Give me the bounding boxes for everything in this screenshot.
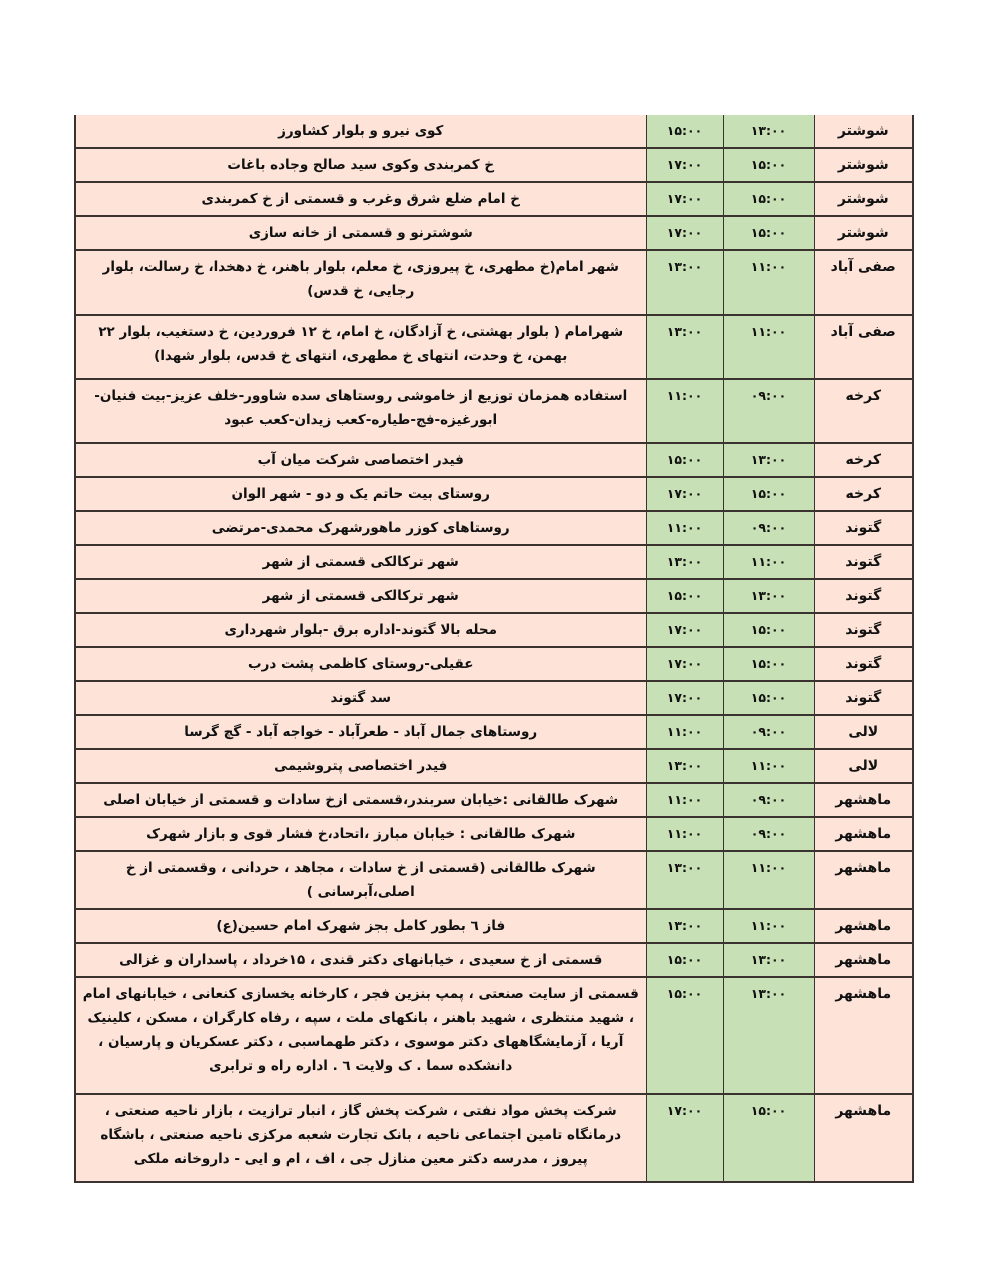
affected-area-cell [75, 511, 646, 545]
table-row [75, 477, 913, 511]
start-time-cell [723, 909, 814, 943]
city-cell [814, 1094, 913, 1182]
table-row [75, 613, 913, 647]
city-name: گتوند [845, 690, 882, 706]
end-time: ۱۳:۰۰ [666, 324, 703, 339]
end-time: ۱۱:۰۰ [666, 792, 703, 807]
city-name: کرخه [845, 452, 881, 468]
start-time-cell [723, 379, 814, 443]
end-time: ۱۷:۰۰ [666, 157, 703, 172]
table-row [75, 851, 913, 909]
end-time-cell [646, 749, 723, 783]
city-cell [814, 443, 913, 477]
end-time: ۱۱:۰۰ [666, 826, 703, 841]
affected-area: شهرک طالقانی : خیابان مبارز ،اتحاد،خ فشار قوی و بازار شهرک [146, 826, 576, 842]
start-time: ۰۹:۰۰ [750, 388, 787, 403]
end-time-cell [646, 250, 723, 315]
start-time: ۱۱:۰۰ [750, 860, 787, 875]
start-time-cell [723, 182, 814, 216]
start-time-cell [723, 851, 814, 909]
table-row [75, 315, 913, 379]
affected-area-cell [75, 681, 646, 715]
end-time-cell [646, 943, 723, 977]
end-time: ۱۱:۰۰ [666, 724, 703, 739]
affected-area-cell [75, 115, 646, 148]
end-time-cell [646, 817, 723, 851]
end-time-cell [646, 148, 723, 182]
start-time: ۱۳:۰۰ [750, 952, 787, 967]
affected-area-cell [75, 749, 646, 783]
end-time-cell [646, 1094, 723, 1182]
end-time-cell [646, 115, 723, 148]
affected-area-cell [75, 977, 646, 1094]
affected-area: فیدر اختصاصی پتروشیمی [274, 758, 448, 774]
start-time: ۱۳:۰۰ [750, 588, 787, 603]
end-time: ۱۷:۰۰ [666, 486, 703, 501]
city-name: ماهشهر [835, 1103, 892, 1119]
end-time-cell [646, 511, 723, 545]
end-time-cell [646, 715, 723, 749]
city-name: ماهشهر [835, 986, 892, 1002]
schedule-body [75, 115, 913, 1182]
start-time-cell [723, 545, 814, 579]
table-row [75, 909, 913, 943]
end-time-cell [646, 216, 723, 250]
city-cell [814, 681, 913, 715]
end-time: ۱۳:۰۰ [666, 259, 703, 274]
city-cell [814, 909, 913, 943]
city-cell [814, 579, 913, 613]
end-time-cell [646, 579, 723, 613]
affected-area-cell [75, 647, 646, 681]
city-name: شوشتر [837, 191, 889, 207]
affected-area: شرکت پخش مواد نفتی ، شرکت پخش گاز ، انبار ترازیت ، بازار ناحیه صنعتی ، درمانگاه تامین اجتماعی ناحیه ، بانک تجارت شعبه مرکزی ناحیه صنعتی ، باشگاه پیروز ، مدرسه دکتر معین منازل جی ، اف ، ام و ایی - داروخانه ملکی [100, 1103, 622, 1167]
end-time: ۱۷:۰۰ [666, 191, 703, 206]
start-time-cell [723, 250, 814, 315]
city-cell [814, 613, 913, 647]
city-name: ماهشهر [835, 918, 892, 934]
affected-area: شهرامام ( بلوار بهشتی، خ آزادگان، خ امام، خ ۱۲ فروردین، خ دستغیب، بلوار ۲۲ بهمن، خ وحدت، انتهای خ مطهری، انتهای خ قدس، بلوار شهدا) [98, 324, 624, 364]
start-time-cell [723, 443, 814, 477]
city-name: کرخه [845, 388, 881, 404]
end-time: ۱۱:۰۰ [666, 520, 703, 535]
start-time: ۱۵:۰۰ [750, 191, 787, 206]
end-time: ۱۱:۰۰ [666, 388, 703, 403]
affected-area-cell [75, 943, 646, 977]
city-cell [814, 379, 913, 443]
city-cell [814, 851, 913, 909]
end-time: ۱۵:۰۰ [666, 952, 703, 967]
table-row [75, 749, 913, 783]
city-cell [814, 216, 913, 250]
table-row [75, 379, 913, 443]
affected-area-cell [75, 817, 646, 851]
affected-area: فاز ٦ بطور کامل بجز شهرک امام حسین(ع) [216, 918, 506, 934]
city-cell [814, 545, 913, 579]
end-time: ۱۷:۰۰ [666, 1103, 703, 1118]
affected-area: خ امام ضلع شرق وغرب و قسمتی از خ کمربندی [201, 191, 520, 207]
start-time-cell [723, 511, 814, 545]
city-cell [814, 182, 913, 216]
affected-area-cell [75, 315, 646, 379]
start-time-cell [723, 148, 814, 182]
end-time: ۱۳:۰۰ [666, 918, 703, 933]
affected-area: خ کمربندی وکوی سید صالح وجاده باغات [227, 157, 495, 173]
end-time-cell [646, 613, 723, 647]
start-time: ۱۱:۰۰ [750, 324, 787, 339]
outage-schedule-table [74, 115, 914, 1183]
city-cell [814, 250, 913, 315]
end-time: ۱۵:۰۰ [666, 452, 703, 467]
end-time: ۱۷:۰۰ [666, 656, 703, 671]
affected-area: فیدر اختصاصی شرکت میان آب [257, 452, 464, 468]
start-time-cell [723, 579, 814, 613]
affected-area: سد گتوند [330, 690, 391, 706]
city-name: گتوند [845, 656, 882, 672]
start-time: ۱۳:۰۰ [750, 452, 787, 467]
city-cell [814, 977, 913, 1094]
affected-area: روستاهای جمال آباد - طعرآباد - خواجه آباد - گچ گرسا [184, 724, 538, 740]
table-row [75, 647, 913, 681]
end-time-cell [646, 647, 723, 681]
affected-area: استفاده همزمان توزیع از خاموشی روستاهای سده شاوور-خلف عزیز-بیت فنیان-ابورغیزه-فج-طیاره-کعب زیدان-کعب عبود [94, 388, 628, 428]
table-row [75, 943, 913, 977]
start-time: ۰۹:۰۰ [750, 724, 787, 739]
affected-area-cell [75, 477, 646, 511]
city-cell [814, 783, 913, 817]
city-cell [814, 647, 913, 681]
start-time: ۱۵:۰۰ [750, 157, 787, 172]
start-time-cell [723, 216, 814, 250]
affected-area: شهر ترکالکی قسمتی از شهر [262, 554, 459, 570]
start-time-cell [723, 1094, 814, 1182]
city-name: گتوند [845, 554, 882, 570]
city-cell [814, 477, 913, 511]
table-row [75, 250, 913, 315]
start-time: ۰۹:۰۰ [750, 792, 787, 807]
city-name: گتوند [845, 588, 882, 604]
city-cell [814, 148, 913, 182]
end-time: ۱۳:۰۰ [666, 554, 703, 569]
affected-area: کوی نیرو و بلوار کشاورز [278, 123, 444, 139]
affected-area-cell [75, 909, 646, 943]
affected-area: قسمتی از سایت صنعتی ، پمپ بنزین فجر ، کارخانه یخسازی کنعانی ، خیابانهای امام ، شهید منتظری ، شهید باهنر ، بانکهای ملت ، سپه ، رفاه کارگران ، مسکن ، کلینیک آریا ، آزمایشگاههای دکتر موسوی ، دکتر طهماسبی ، دکتر عسکریان و پارسیان ، دانشکده سما . ک ولایت ٦ . اداره راه و ترابری [82, 986, 639, 1074]
table-row [75, 182, 913, 216]
table-row [75, 681, 913, 715]
affected-area-cell [75, 715, 646, 749]
affected-area: روستاهای کوزر ماهورشهرک محمدی-مرتضی [211, 520, 510, 536]
affected-area: محله بالا گتوند-اداره برق -بلوار شهرداری [224, 622, 498, 638]
end-time: ۱۷:۰۰ [666, 690, 703, 705]
affected-area-cell [75, 250, 646, 315]
city-name: ماهشهر [835, 826, 892, 842]
table-row [75, 977, 913, 1094]
end-time: ۱۵:۰۰ [666, 986, 703, 1001]
end-time: ۱۷:۰۰ [666, 622, 703, 637]
start-time-cell [723, 715, 814, 749]
end-time-cell [646, 909, 723, 943]
city-name: صفی آباد [830, 324, 896, 340]
city-name: شوشتر [837, 123, 889, 139]
city-name: گتوند [845, 622, 882, 638]
start-time: ۱۱:۰۰ [750, 918, 787, 933]
start-time-cell [723, 783, 814, 817]
start-time: ۱۱:۰۰ [750, 259, 787, 274]
affected-area-cell [75, 216, 646, 250]
table-row [75, 148, 913, 182]
affected-area: شهر ترکالکی قسمتی از شهر [262, 588, 459, 604]
affected-area: شوشترنو و قسمتی از خانه سازی [248, 225, 473, 241]
start-time: ۱۳:۰۰ [750, 986, 787, 1001]
end-time: ۱۵:۰۰ [666, 588, 703, 603]
table-row [75, 443, 913, 477]
city-name: شوشتر [837, 157, 889, 173]
end-time-cell [646, 783, 723, 817]
end-time: ۱۷:۰۰ [666, 225, 703, 240]
end-time-cell [646, 443, 723, 477]
end-time: ۱۵:۰۰ [666, 123, 703, 138]
city-cell [814, 315, 913, 379]
start-time-cell [723, 613, 814, 647]
end-time-cell [646, 681, 723, 715]
city-name: صفی آباد [830, 259, 896, 275]
affected-area: روستای بیت حاتم یک و دو - شهر الوان [231, 486, 490, 502]
affected-area-cell [75, 579, 646, 613]
start-time: ۱۵:۰۰ [750, 622, 787, 637]
start-time-cell [723, 681, 814, 715]
affected-area-cell [75, 379, 646, 443]
affected-area-cell [75, 783, 646, 817]
affected-area-cell [75, 443, 646, 477]
start-time: ۱۵:۰۰ [750, 690, 787, 705]
table-row [75, 545, 913, 579]
start-time: ۱۱:۰۰ [750, 758, 787, 773]
end-time-cell [646, 977, 723, 1094]
start-time: ۱۱:۰۰ [750, 554, 787, 569]
start-time: ۰۹:۰۰ [750, 826, 787, 841]
start-time: ۱۵:۰۰ [750, 656, 787, 671]
city-name: ماهشهر [835, 952, 892, 968]
table-row [75, 1094, 913, 1182]
city-cell [814, 943, 913, 977]
end-time: ۱۳:۰۰ [666, 860, 703, 875]
table-row [75, 115, 913, 148]
end-time-cell [646, 545, 723, 579]
table-row [75, 715, 913, 749]
start-time: ۰۹:۰۰ [750, 520, 787, 535]
city-name: گتوند [845, 520, 882, 536]
affected-area: عقیلی-روستای کاظمی پشت درب [248, 656, 474, 672]
start-time-cell [723, 647, 814, 681]
city-name: ماهشهر [835, 792, 892, 808]
table-row [75, 783, 913, 817]
affected-area-cell [75, 613, 646, 647]
end-time-cell [646, 477, 723, 511]
city-cell [814, 115, 913, 148]
table-row [75, 511, 913, 545]
start-time: ۱۵:۰۰ [750, 486, 787, 501]
affected-area-cell [75, 148, 646, 182]
start-time-cell [723, 115, 814, 148]
city-cell [814, 749, 913, 783]
affected-area-cell [75, 851, 646, 909]
affected-area-cell [75, 182, 646, 216]
affected-area: شهرک طالقانی :خیابان سربندر،قسمتی ازخ سادات و قسمتی از خیابان اصلی [103, 792, 619, 808]
affected-area-cell [75, 1094, 646, 1182]
city-cell [814, 511, 913, 545]
start-time: ۱۳:۰۰ [750, 123, 787, 138]
city-name: لالی [848, 758, 879, 774]
table-row [75, 216, 913, 250]
city-name: کرخه [845, 486, 881, 502]
end-time-cell [646, 182, 723, 216]
city-name: شوشتر [837, 225, 889, 241]
city-cell [814, 817, 913, 851]
city-name: لالی [848, 724, 879, 740]
affected-area: شهرک طالقانی (قسمتی از خ سادات ، مجاهد ، حردانی ، وقسمتی از خ اصلی،آبرسانی ) [125, 860, 596, 900]
start-time-cell [723, 749, 814, 783]
end-time-cell [646, 851, 723, 909]
end-time-cell [646, 315, 723, 379]
affected-area-cell [75, 545, 646, 579]
table-row [75, 817, 913, 851]
start-time-cell [723, 977, 814, 1094]
start-time-cell [723, 477, 814, 511]
city-cell [814, 715, 913, 749]
affected-area: قسمتی از خ سعیدی ، خیابانهای دکتر قندی ، ۱۵خرداد ، پاسداران و غزالی [119, 952, 603, 968]
start-time-cell [723, 943, 814, 977]
end-time: ۱۳:۰۰ [666, 758, 703, 773]
start-time: ۱۵:۰۰ [750, 1103, 787, 1118]
city-name: ماهشهر [835, 860, 892, 876]
affected-area: شهر امام(خ مطهری، خ پیروزی، خ معلم، بلوار باهنر، خ دهخدا، خ رسالت، بلوار رجایی، خ قدس) [102, 259, 619, 299]
start-time-cell [723, 315, 814, 379]
start-time: ۱۵:۰۰ [750, 225, 787, 240]
start-time-cell [723, 817, 814, 851]
end-time-cell [646, 379, 723, 443]
table-row [75, 579, 913, 613]
